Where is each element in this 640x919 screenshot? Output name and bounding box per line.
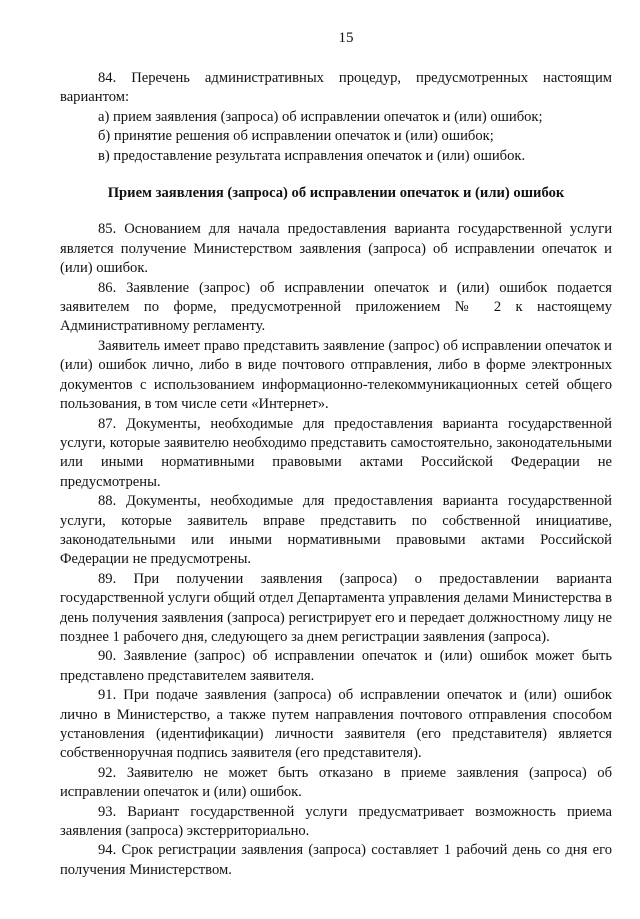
list-item: б) принятие решения об исправлении опечаток и (или) ошибок;	[98, 128, 494, 145]
page-number: 15	[338, 30, 354, 46]
paragraph-89: 89. При получении заявления (запроса) о предоставлении варианта государственной услуги общий отдел Департамента управления делами Министерства в день получения заявления (запроса) регистрирует его и передает должностному лицу не позднее 1 рабочего дня, следующего за днем регистрации заявления (запроса).	[60, 570, 612, 645]
list-item: а) прием заявления (запроса) об исправлении опечаток и (или) ошибок;	[98, 108, 543, 125]
document-content	[60, 69, 612, 880]
intro-paragraph: 84. Перечень административных процедур, предусмотренных настоящим вариантом:	[60, 70, 612, 106]
paragraph-93: 93. Вариант государственной услуги предусматривает возможность приема заявления (запроса) экстерриториально.	[60, 803, 612, 840]
paragraph-85: 85. Основанием для начала предоставления варианта государственной услуги является получение Министерством заявления (запроса) об исправлении опечаток и (или) ошибок.	[60, 221, 612, 277]
paragraph-87: 87. Документы, необходимые для предоставления варианта государственной услуги, которые заявителю необходимо представить самостоятельно, законодательными или иными нормативными правовыми актами Российской Федерации не предусмотрены.	[60, 415, 612, 490]
paragraph-86: 86. Заявление (запрос) об исправлении опечаток и (или) ошибок подается заявителем по форме, предусмотренной приложением № 2 к настоящему Административному регламенту.	[60, 279, 612, 335]
paragraph-88: 88. Документы, необходимые для предоставления варианта государственной услуги, которые заявитель вправе представить по собственной инициативе, законодательными или иными нормативными правовыми актами Российской Федерации не предусмотрены.	[60, 493, 612, 568]
paragraph-92: 92. Заявителю не может быть отказано в приеме заявления (запроса) об исправлении опечаток и (или) ошибок.	[60, 764, 612, 801]
list-item: в) предоставление результата исправления опечаток и (или) ошибок.	[98, 147, 526, 164]
paragraph-94: 94. Срок регистрации заявления (запроса) составляет 1 рабочий день со дня его получения Министерством.	[60, 842, 612, 878]
paragraph-90: 90. Заявление (запрос) об исправлении опечаток и (или) ошибок может быть представлено представителем заявителя.	[60, 648, 612, 684]
paragraph-86-continued: Заявитель имеет право представить заявление (запрос) об исправлении опечаток и (или) ошибок лично, либо в виде почтового отправления, либо в форме электронных документов с использованием информационно-телекоммуникационных сетей общего пользования, в том числе сети «Интернет».	[60, 337, 612, 413]
section-heading: Прием заявления (запроса) об исправлении опечаток и (или) ошибок	[107, 185, 565, 202]
paragraph-91: 91. При подаче заявления (запроса) об исправлении опечаток и (или) ошибок лично в Министерство, а также путем направления почтового отправления способом установления (идентификации) личности заявителя (его представителя) является собственноручная подпись заявителя (его представителя).	[60, 687, 612, 762]
